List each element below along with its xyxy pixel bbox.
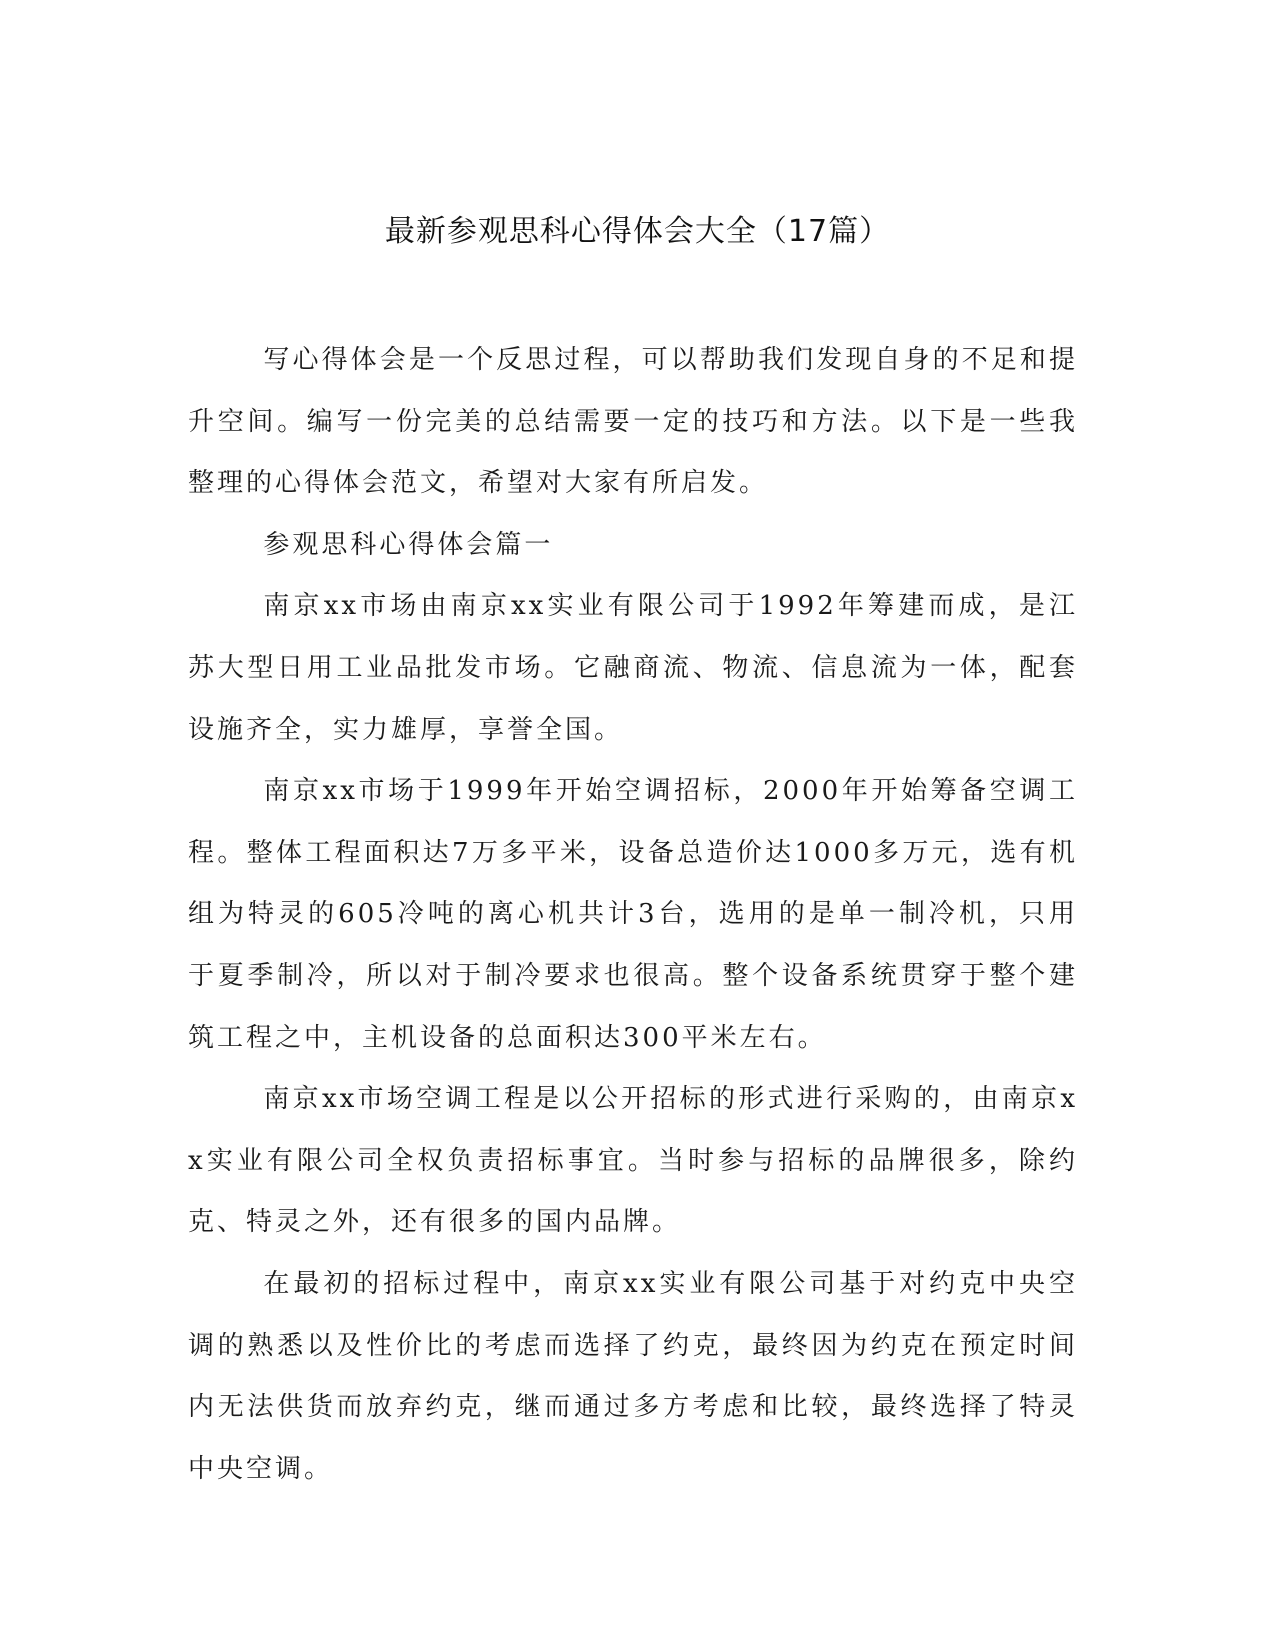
body-paragraph: 南京xx市场于1999年开始空调招标，2000年开始筹备空调工程。整体工程面积达7万多平米，设备总造价达1000多万元，选有机组为特灵的605冷吨的离心机共计3台，选用的是单一制冷机，只用于夏季制冷，所以对于制冷要求也很高。整个设备系统贯穿于整个建筑工程之中，主机设备的总面积达300平米左右。 xyxy=(188,776,1078,1053)
body-paragraph: 在最初的招标过程中，南京xx实业有限公司基于对约克中央空调的熟悉以及性价比的考虑而选择了约克，最终因为约克在预定时间内无法供货而放弃约克，继而通过多方考虑和比较，最终选择了特灵中央空调。 xyxy=(188,1268,1078,1484)
document-body xyxy=(188,330,1078,1500)
body-paragraph: 南京xx市场由南京xx实业有限公司于1992年筹建而成，是江苏大型日用工业品批发市场。它融商流、物流、信息流为一体，配套设施齐全，实力雄厚，享誉全国。 xyxy=(188,591,1078,745)
document-title: 最新参观思科心得体会大全（17篇） xyxy=(384,214,891,249)
body-paragraph: 南京xx市场空调工程是以公开招标的形式进行采购的，由南京xx实业有限公司全权负责招标事宜。当时参与招标的品牌很多，除约克、特灵之外，还有很多的国内品牌。 xyxy=(188,1084,1078,1238)
intro-paragraph: 写心得体会是一个反思过程，可以帮助我们发现自身的不足和提升空间。编写一份完美的总结需要一定的技巧和方法。以下是一些我整理的心得体会范文，希望对大家有所启发。 xyxy=(188,345,1078,499)
section-heading: 参观思科心得体会篇一 xyxy=(263,529,554,560)
